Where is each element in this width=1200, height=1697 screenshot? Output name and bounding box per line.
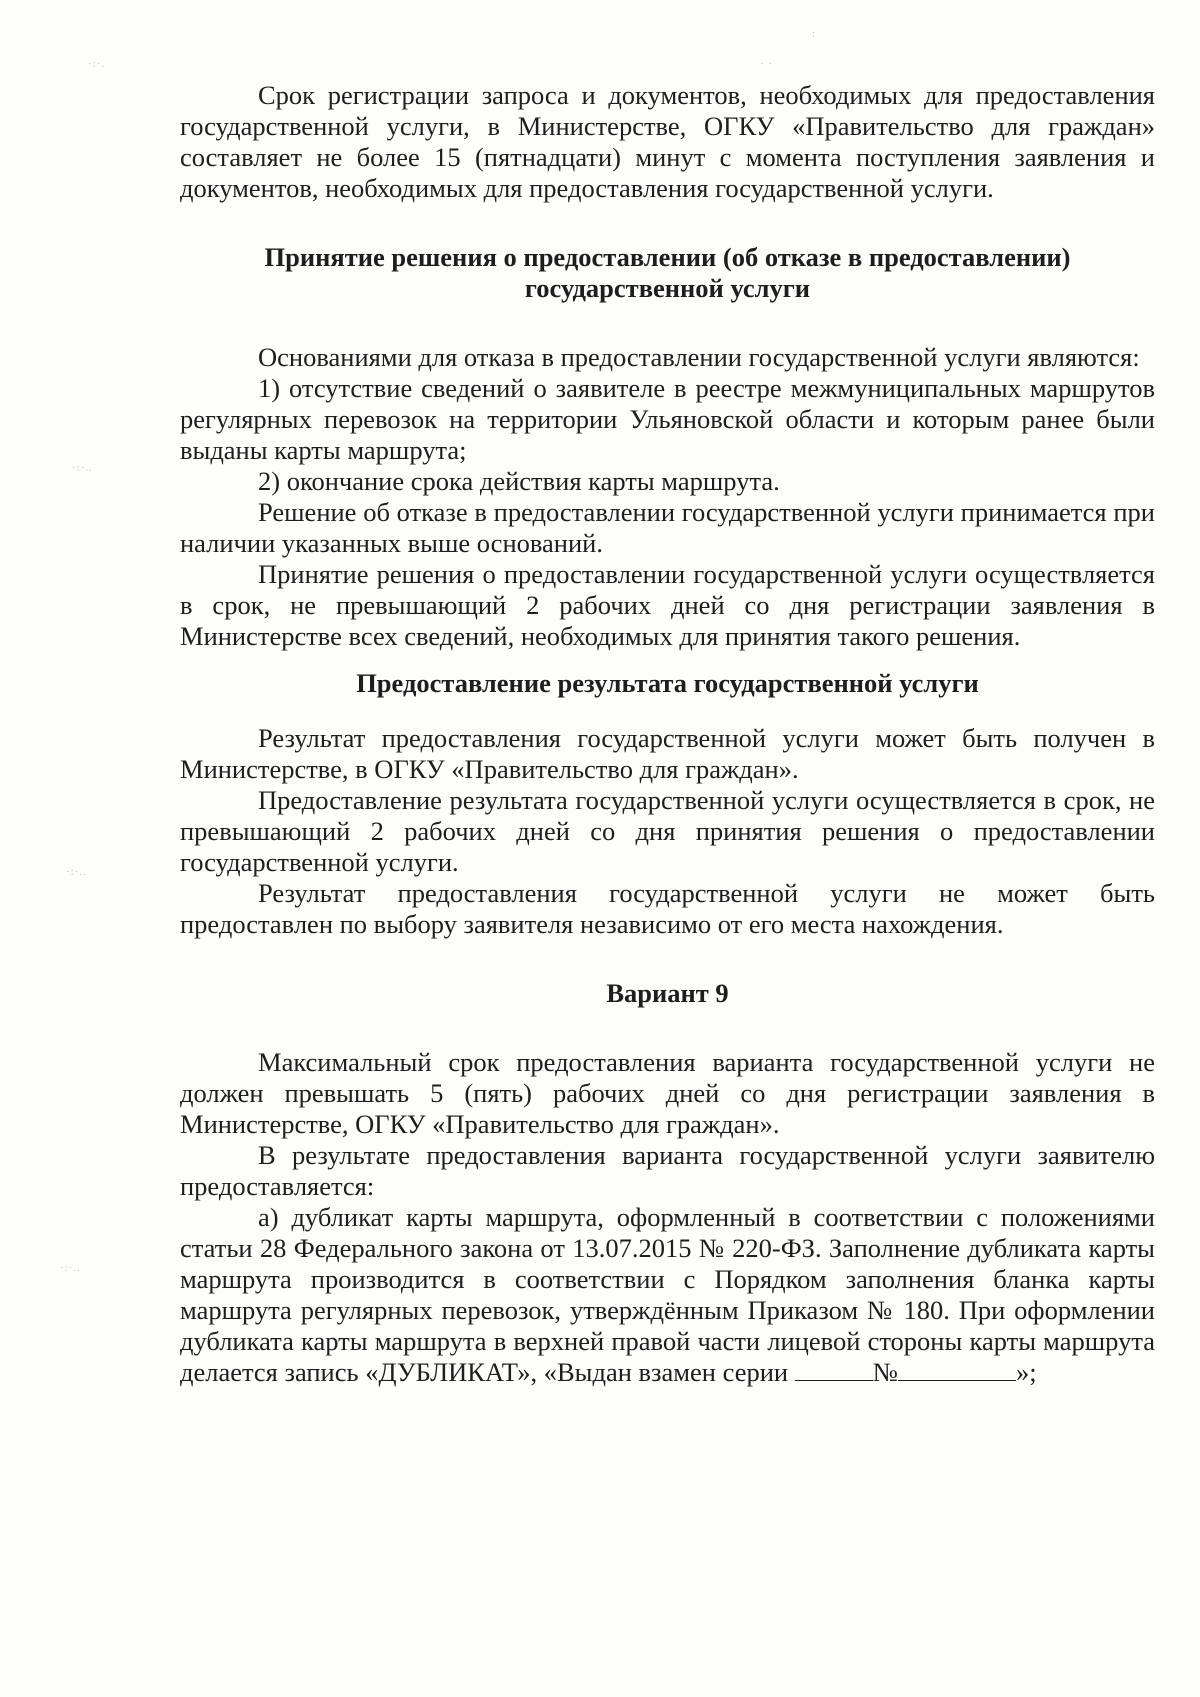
paragraph-refusal-decision: Решение об отказе в предоставлении государственной услуги принимается при наличии указанных выше оснований. bbox=[180, 497, 1155, 558]
scan-speck: : bbox=[812, 28, 817, 40]
scan-speck: ·:·. bbox=[88, 58, 106, 70]
paragraph-variant-term: Максимальный срок предоставления варианта государственной услуги не должен превышать 5 (пять) рабочих дней со дня регистрации заявления в Министерстве, ОГКУ «Правительство для граждан». bbox=[180, 1047, 1155, 1139]
heading-decision-line1: Принятие решения о предоставлении (об отказе в предоставлении) bbox=[264, 242, 1071, 272]
heading-decision-line2: государственной услуги bbox=[524, 273, 811, 303]
paragraph-refusal-grounds: Основаниями для отказа в предоставлении государственной услуги являются: bbox=[258, 342, 1140, 372]
list-item-1: 1) отсутствие сведений о заявителе в реестре межмуниципальных маршрутов регулярных перевозок на территории Ульяновской области и которым ранее были выданы карты маршрута; bbox=[180, 373, 1155, 465]
scan-speck: ·:·.. bbox=[60, 1262, 81, 1274]
paragraph-variant-result: В результате предоставления варианта государственной услуги заявителю предоставляется: bbox=[180, 1140, 1155, 1201]
heading-decision bbox=[180, 242, 1155, 304]
series-blank-field bbox=[795, 1358, 873, 1381]
paragraph-decision-term: Принятие решения о предоставлении государственной услуги осуществляется в срок, не превышающий 2 рабочих дней со дня регистрации заявления в Министерстве всех сведений, необходимых для принятия такого решения. bbox=[180, 559, 1155, 651]
paragraph-result-place: Результат предоставления государственной услуги может быть получен в Министерстве, в ОГКУ «Правительство для граждан». bbox=[180, 723, 1155, 784]
document-body bbox=[180, 80, 1155, 1388]
list-item-a-end: »; bbox=[1016, 1357, 1037, 1387]
number-blank-field bbox=[898, 1358, 1016, 1381]
heading-variant: Вариант 9 bbox=[606, 978, 729, 1008]
scan-speck: ·:·.. bbox=[72, 462, 93, 474]
paragraph-result-term: Предоставление результата государственной услуги осуществляется в срок, не превышающий 2 рабочих дней со дня принятия решения о предоставлении государственной услуги. bbox=[180, 785, 1155, 877]
scan-speck: · · bbox=[760, 58, 774, 70]
scan-speck: ·:·.. bbox=[66, 866, 87, 878]
heading-result: Предоставление результата государственной услуги bbox=[356, 668, 979, 698]
list-item-a bbox=[180, 1202, 1155, 1388]
list-item-2: 2) окончание срока действия карты маршрута. bbox=[258, 466, 780, 496]
number-sign: № bbox=[872, 1357, 898, 1387]
paragraph-result-choice: Результат предоставления государственной услуги не может быть предоставлен по выбору заявителя независимо от его места нахождения. bbox=[180, 878, 1155, 939]
list-item-a-text: а) дубликат карты маршрута, оформленный в соответствии с положениями статьи 28 Федерального закона от 13.07.2015 № 220-ФЗ. Заполнение дубликата карты маршрута производится в соответствии с Порядком заполнения бланка карты маршрута регулярных перевозок, утверждённым Приказом № 180. При оформлении дубликата карты маршрута в верхней правой части лицевой стороны карты маршрута делается запись «ДУБЛИКАТ», «Выдан взамен серии bbox=[180, 1202, 1155, 1387]
paragraph-registration-term: Срок регистрации запроса и документов, необходимых для предоставления государственной услуги, в Министерстве, ОГКУ «Правительство для граждан» составляет не более 15 (пятнадцати) минут с момента поступления заявления и документов, необходимых для предоставления государственной услуги. bbox=[180, 80, 1155, 203]
